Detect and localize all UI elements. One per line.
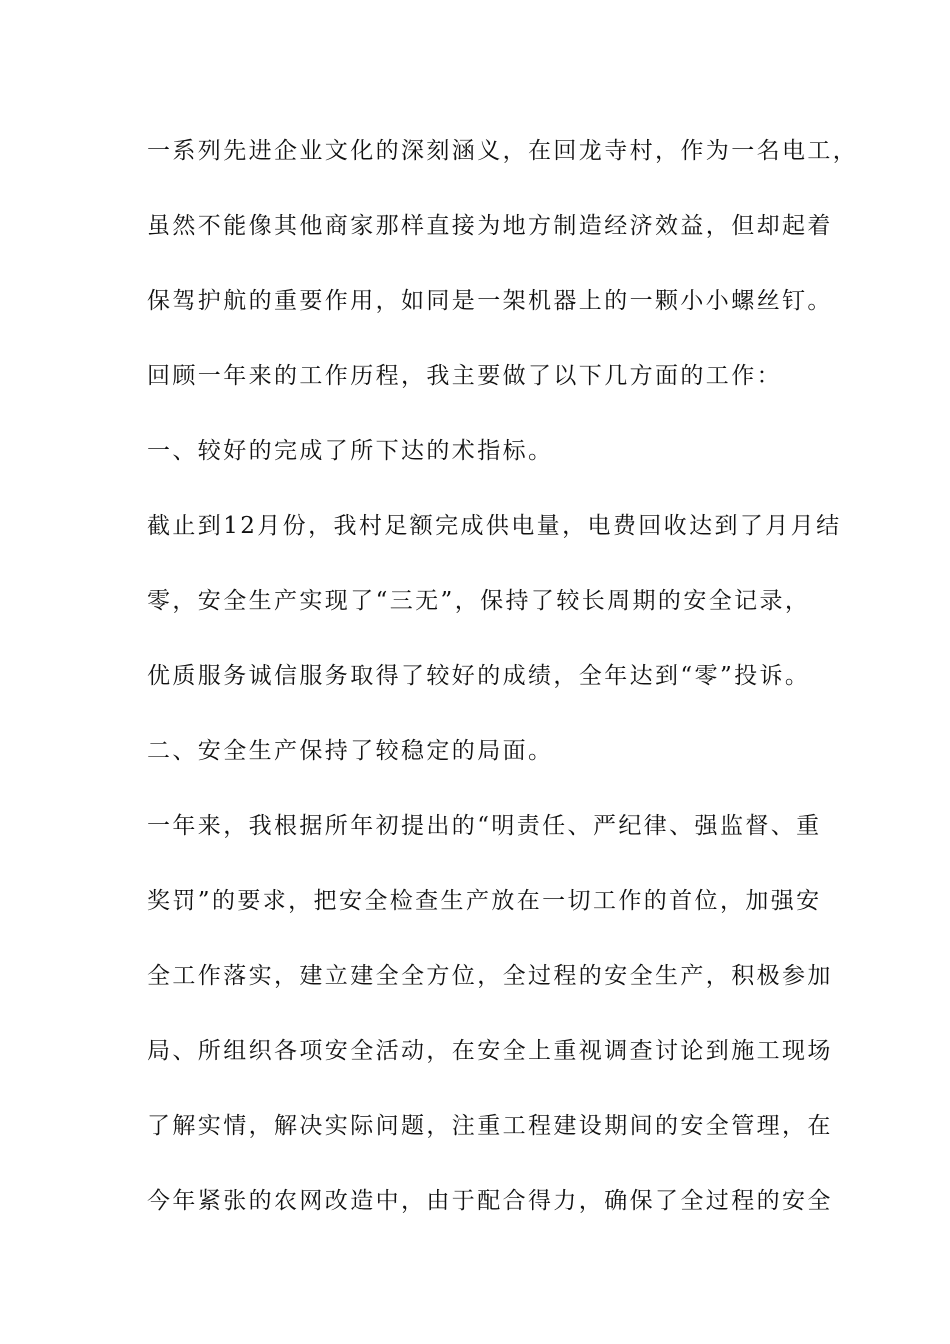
paragraph-line: 一年来，我根据所年初提出的“明责任、严纪律、强监督、重 [147,813,822,839]
paragraph-line: 今年紧张的农网改造中，由于配合得力，确保了全过程的安全 [147,1188,833,1214]
paragraph-line: 回顾一年来的工作历程，我主要做了以下几方面的工作： [147,363,782,389]
paragraph-line: 虽然不能像其他商家那样直接为地方制造经济效益，但却起着 [147,213,833,239]
paragraph-line: 零，安全生产实现了“三无”，保持了较长周期的安全记录， [147,588,811,614]
paragraph-line: 保驾护航的重要作用，如同是一架机器上的一颗小小螺丝钉。 [147,288,833,314]
paragraph-line: 了解实情，解决实际问题，注重工程建设期间的安全管理，在 [147,1113,833,1139]
paragraph-line: 截止到12月份，我村足额完成供电量，电费回收达到了月月结 [147,513,842,539]
paragraph-line: 局、所组织各项安全活动，在安全上重视调查讨论到施工现场 [147,1038,833,1064]
paragraph-line: 奖罚”的要求，把安全检查生产放在一切工作的首位，加强安 [147,888,822,914]
section-heading-1: 一、较好的完成了所下达的术指标。 [147,438,554,464]
paragraph-line: 优质服务诚信服务取得了较好的成绩，全年达到“零”投诉。 [147,663,811,689]
section-heading-2: 二、安全生产保持了较稳定的局面。 [147,738,554,764]
paragraph-line: 一系列先进企业文化的深刻涵义，在回龙寺村，作为一名电工， [147,138,859,164]
paragraph-line: 全工作落实，建立建全全方位，全过程的安全生产，积极参加 [147,963,833,989]
